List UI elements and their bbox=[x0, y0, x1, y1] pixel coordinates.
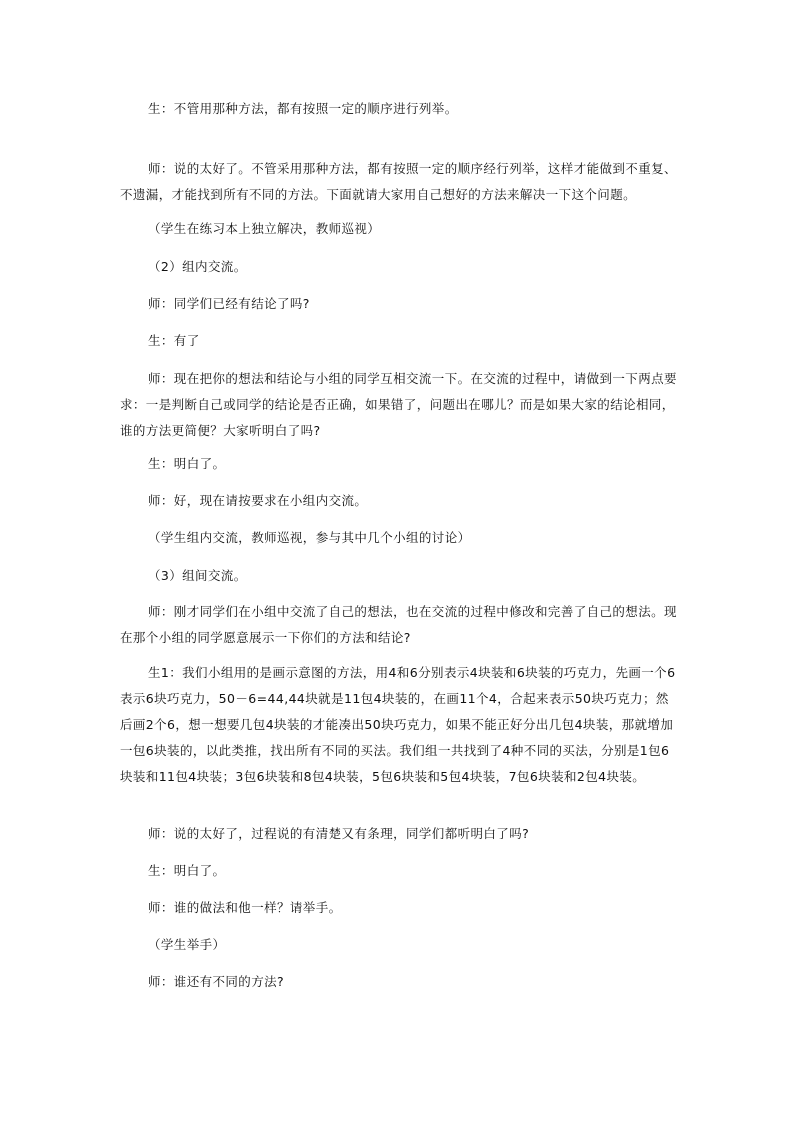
paragraph: 师：同学们已经有结论了吗? bbox=[148, 296, 310, 311]
paragraph: （学生组内交流，教师巡视，参与其中几个小组的讨论） bbox=[148, 530, 471, 545]
paragraph: 师：说的太好了，过程说的有清楚又有条理，同学们都听明白了吗? bbox=[148, 826, 530, 841]
paragraph: 生：明白了。 bbox=[148, 456, 226, 471]
paragraph: 师：谁的做法和他一样？请举手。 bbox=[148, 900, 342, 915]
paragraph: 生：明白了。 bbox=[148, 863, 226, 878]
paragraph: （2）组内交流。 bbox=[148, 259, 247, 274]
paragraph: （学生在练习本上独立解决，教师巡视） bbox=[148, 221, 381, 236]
paragraph: 师：说的太好了。不管采用那种方法，都有按照一定的顺序经行列举，这样才能做到不重复、不遗漏，才能找到所有不同的方法。下面就请大家用自己想好的方法来解决一下这个问题。 bbox=[120, 161, 677, 202]
paragraph: 生：不管用那种方法，都有按照一定的顺序进行列举。 bbox=[148, 101, 458, 116]
paragraph: （学生举手） bbox=[148, 937, 226, 952]
paragraph: 师：刚才同学们在小组中交流了自己的想法，也在交流的过程中修改和完善了自己的想法。现在那个小组的同学愿意展示一下你们的方法和结论? bbox=[120, 604, 677, 645]
paragraph: 师：好，现在请按要求在小组内交流。 bbox=[148, 493, 368, 508]
paragraph: （3）组间交流。 bbox=[148, 568, 247, 583]
paragraph: 师：谁还有不同的方法? bbox=[148, 974, 285, 989]
paragraph: 生：有了 bbox=[148, 333, 200, 348]
paragraph: 生1：我们小组用的是画示意图的方法，用4和6分别表示4块装和6块装的巧克力，先画一个6表示6块巧克力，50－6=44,44块就是11包4块装的，在画11个4，合起来表示50块巧克力；然后画2个6，想一想要几包4块装的才能凑出50块巧克力，如果不能正好分出几包4块装，那就增加一包6块装的，以此类推，找出所有不同的买法。我们组一共找到了4种不同的买法，分别是1包6块装和11包4块装；3包6块装和8包4块装，5包6块装和5包4块装，7包6块装和2包4块装。 bbox=[120, 665, 676, 784]
paragraph: 师：现在把你的想法和结论与小组的同学互相交流一下。在交流的过程中，请做到一下两点要求：一是判断自己或同学的结论是否正确，如果错了，问题出在哪儿？而是如果大家的结论相同，谁的方法更简便？大家听明白了吗? bbox=[120, 371, 677, 438]
